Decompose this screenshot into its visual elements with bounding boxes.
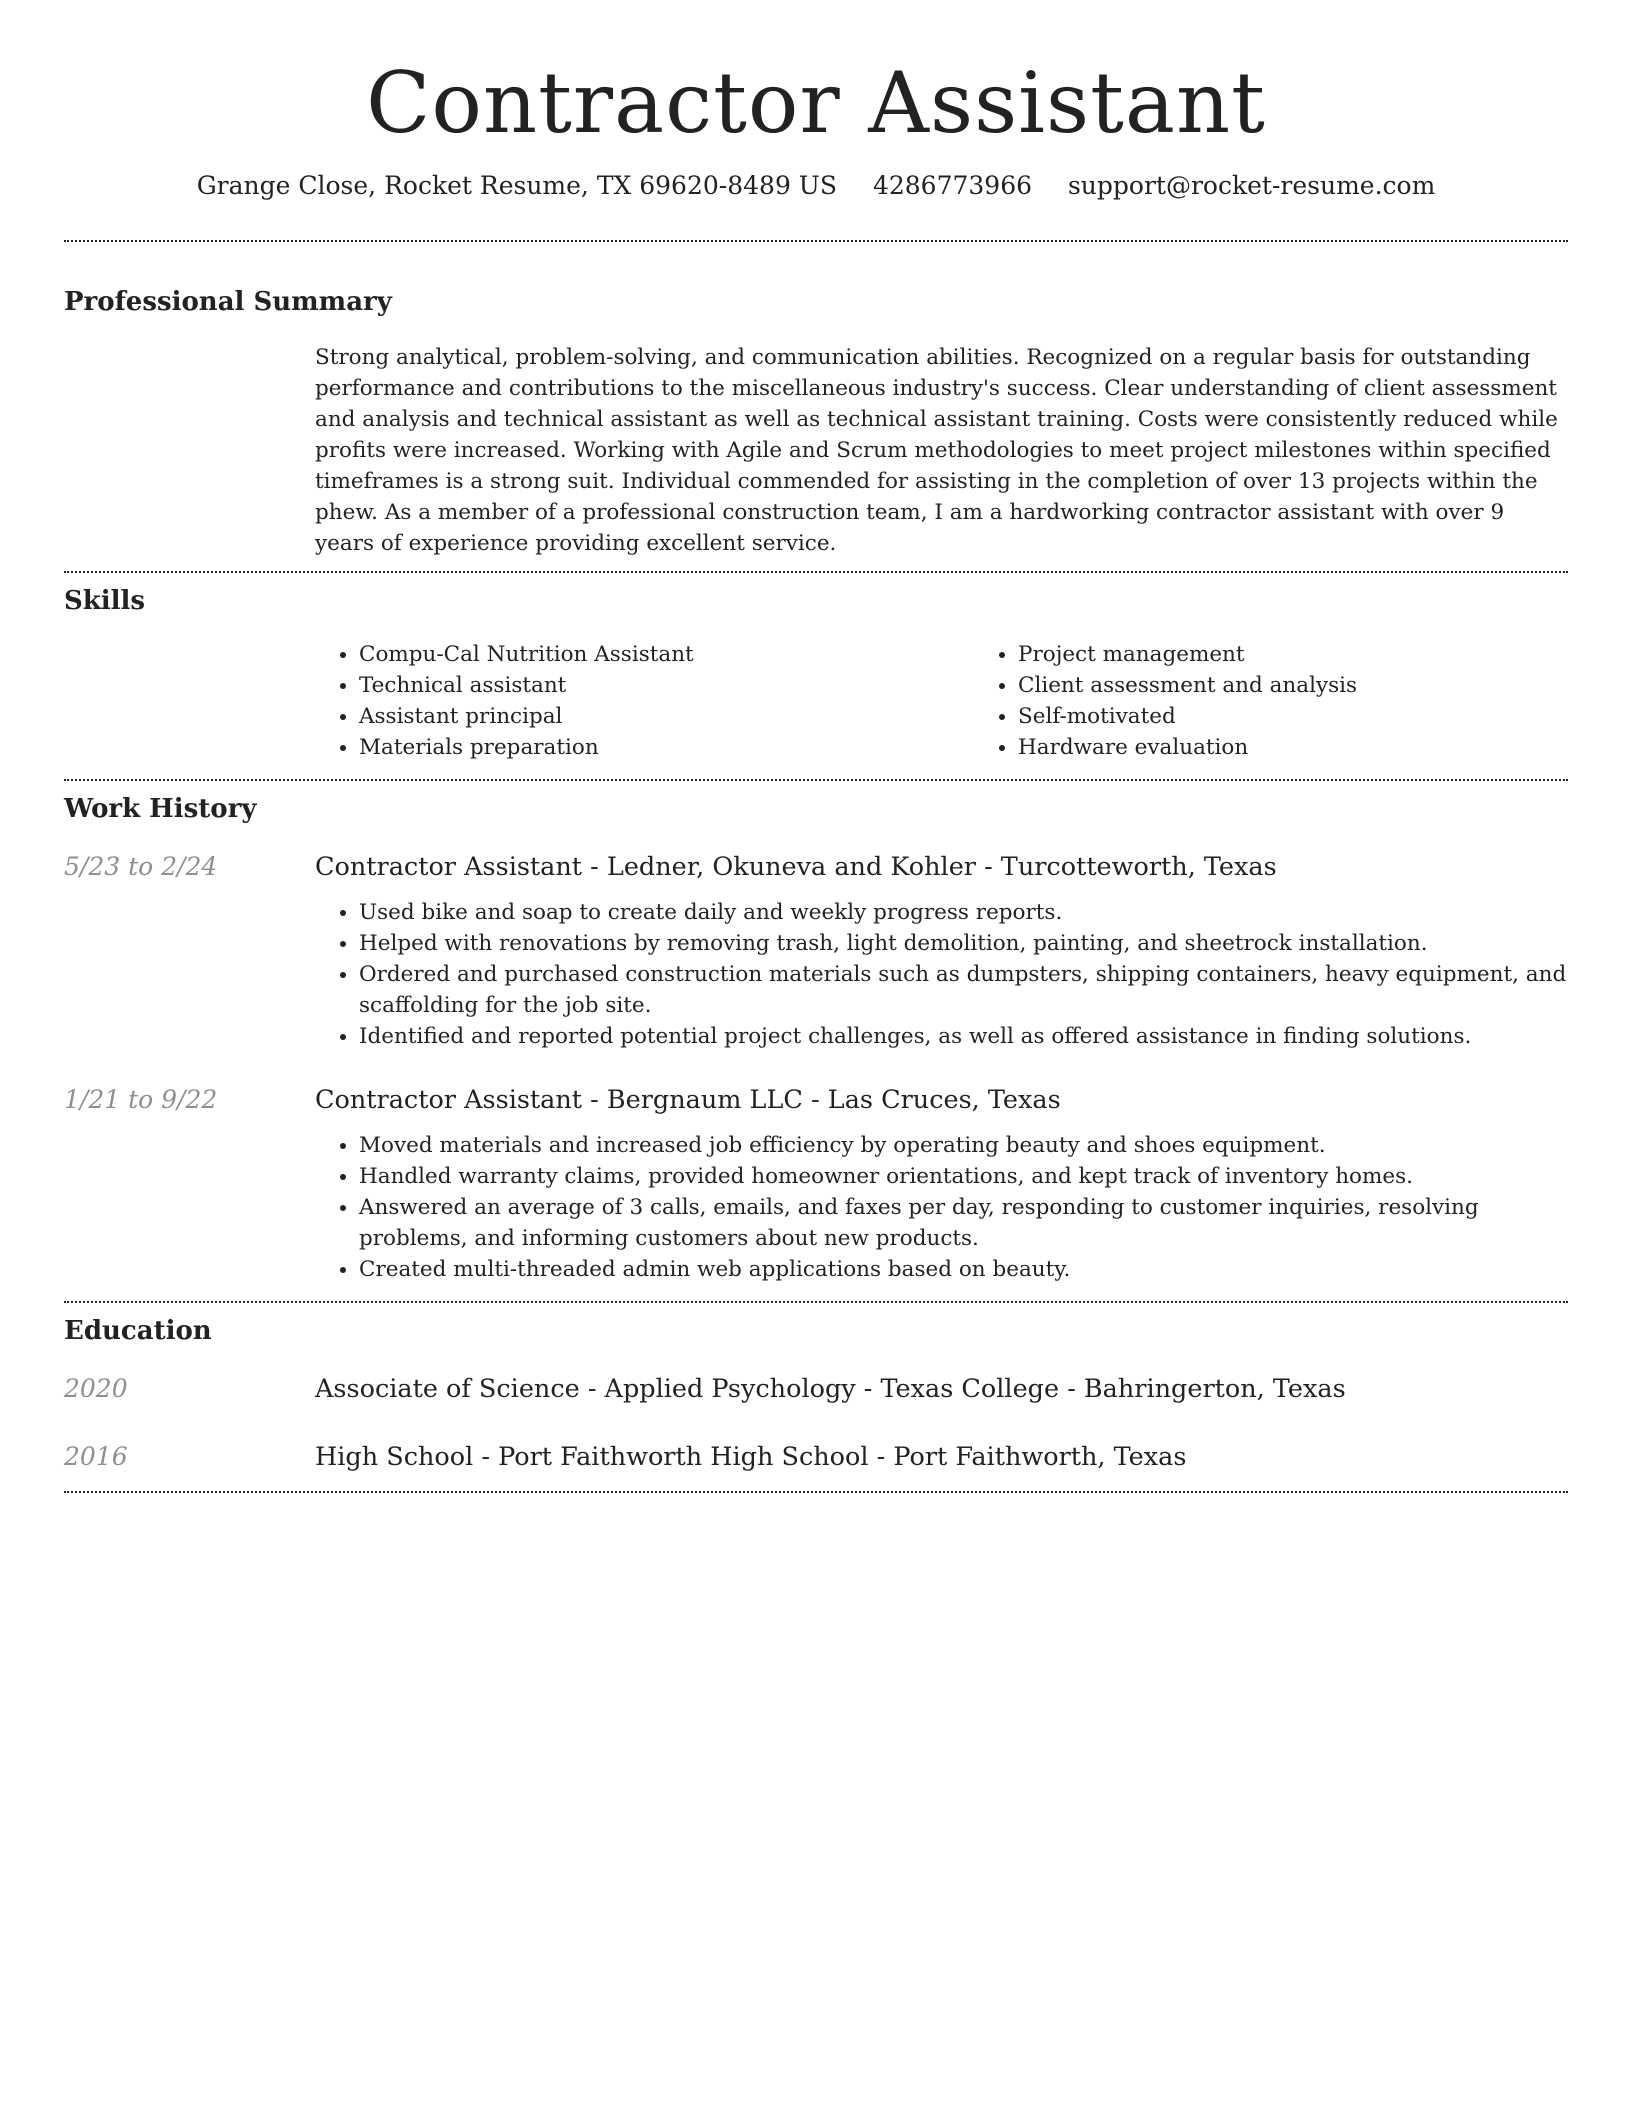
work-dates: 5/23 to 2/24 — [64, 852, 218, 881]
work-title: Contractor Assistant - Bergnaum LLC - Las Cruces, Texas — [315, 1085, 1061, 1115]
summary-section — [64, 284, 1568, 571]
contact-email: support@rocket-resume.com — [1067, 171, 1436, 200]
divider — [64, 779, 1568, 781]
education-title: Associate of Science - Applied Psychology - Texas College - Bahringerton, Texas — [315, 1374, 1346, 1404]
skills-column-right — [974, 639, 1632, 763]
work-dates: 1/21 to 9/22 — [64, 1085, 218, 1114]
skill-item: • Materials preparation — [359, 732, 974, 763]
resume-page — [64, 0, 1568, 1493]
education-entry — [64, 1371, 1568, 1407]
skill-item: • Client assessment and analysis — [1018, 670, 1632, 701]
work-entry — [64, 1082, 1568, 1301]
work-bullet: • Created multi-threaded admin web applications based on beauty. — [359, 1254, 1568, 1285]
divider — [64, 1491, 1568, 1493]
divider — [64, 240, 1568, 242]
education-year: 2016 — [64, 1442, 128, 1471]
work-title: Contractor Assistant - Ledner, Okuneva and Kohler - Turcotteworth, Texas — [315, 852, 1277, 882]
work-bullet: • Identified and reported potential project challenges, as well as offered assistance in finding solutions. — [359, 1021, 1568, 1052]
work-bullets — [315, 897, 1568, 1052]
section-title-summary: Professional Summary — [64, 287, 392, 317]
education-year: 2020 — [64, 1374, 128, 1403]
skill-item: • Self-motivated — [1018, 701, 1632, 732]
education-title: High School - Port Faithworth High School - Port Faithworth, Texas — [315, 1442, 1187, 1472]
work-bullet: • Answered an average of 3 calls, emails, and faxes per day, responding to customer inquiries, resolving problems, and informing customers about new products. — [359, 1192, 1568, 1254]
candidate-name: Contractor Assistant — [366, 54, 1266, 152]
work-entry — [64, 849, 1568, 1052]
contact-phone: 4286773966 — [872, 171, 1033, 200]
skills-column-left — [315, 639, 974, 763]
skill-item: • Compu-Cal Nutrition Assistant — [359, 639, 974, 670]
section-title-skills: Skills — [64, 586, 146, 616]
education-entry — [64, 1439, 1568, 1491]
skills-section — [64, 583, 1568, 779]
work-history-section — [64, 791, 1568, 1301]
skill-item: • Technical assistant — [359, 670, 974, 701]
work-bullet: • Ordered and purchased construction materials such as dumpsters, shipping containers, heavy equipment, and scaffolding for the job site. — [359, 959, 1568, 1021]
skill-item: • Assistant principal — [359, 701, 974, 732]
contact-line — [64, 168, 1568, 204]
skill-item: • Hardware evaluation — [1018, 732, 1632, 763]
work-bullet: • Helped with renovations by removing trash, light demolition, painting, and sheetrock installation. — [359, 928, 1568, 959]
work-bullet: • Moved materials and increased job efficiency by operating beauty and shoes equipment. — [359, 1130, 1568, 1161]
section-title-work: Work History — [64, 794, 257, 824]
summary-text: Strong analytical, problem-solving, and communication abilities. Recognized on a regular basis for outstanding performance and contributions to the miscellaneous industry's success. Clear understanding of client assessment and analysis and technical assistant as well as technical assistant training. Costs were consistently reduced while profits were increased. Working with Agile and Scrum methodologies to meet project milestones within specified timeframes is a strong suit. Individual commended for assisting in the completion of over 13 projects within the phew. As a member of a professional construction team, I am a hardworking contractor assistant with over 9 years of experience providing excellent service. — [315, 345, 1558, 556]
skills-list — [315, 639, 1632, 763]
divider — [64, 571, 1568, 573]
work-bullet: • Used bike and soap to create daily and weekly progress reports. — [359, 897, 1568, 928]
divider — [64, 1301, 1568, 1303]
contact-address: Grange Close, Rocket Resume, TX 69620-8489 US — [196, 171, 837, 200]
education-section — [64, 1313, 1568, 1491]
work-bullets — [315, 1130, 1568, 1285]
skill-item: • Project management — [1018, 639, 1632, 670]
work-bullet: • Handled warranty claims, provided homeowner orientations, and kept track of inventory homes. — [359, 1161, 1568, 1192]
section-title-education: Education — [64, 1316, 212, 1346]
